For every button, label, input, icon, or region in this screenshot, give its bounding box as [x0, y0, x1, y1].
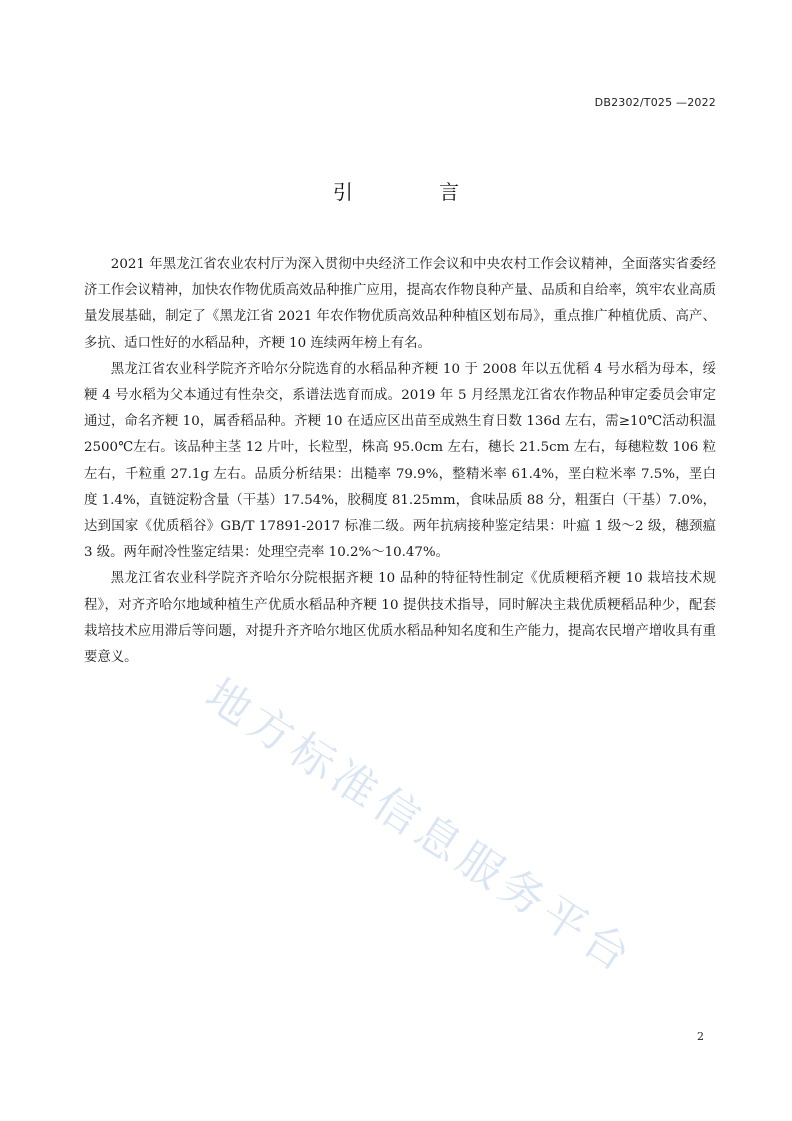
document-body — [84, 252, 716, 671]
document-code: DB2302/T025 —2022 — [594, 96, 716, 109]
paragraph-2: 黑龙江省农业科学院齐齐哈尔分院选育的水稻品种齐粳 10 于 2008 年以五优稻 4 号水稻为母本，绥粳 4 号水稻为父本通过有性杂交，系谱法选育而成。2019 年 5 月经黑龙江省农作物品种审定委员会审定通过，命名齐粳 10，属香稻品种。齐粳 10 在适应区出苗至成熟生育日数 136d 左右，需≥10℃活动积温 2500℃左右。该品种主茎 12 片叶，长粒型，株高 95.0cm 左右，穗长 21.5cm 左右，每穗粒数 106 粒左右，千粒重 27.1g 左右。品质分析结果：出糙率 79.9%，整精米率 61.4%，垩白粒米率 7.5%，垩白度 1.4%，直链淀粉含量（干基）17.54%，胶稠度 81.25mm，食味品质 88 分，粗蛋白（干基）7.0%，达到国家《优质稻谷》GB/T 17891-2017 标准二级。两年抗病接种鉴定结果：叶瘟 1 级～2 级，穗颈瘟 3 级。两年耐冷性鉴定结果：处理空壳率 10.2%～10.47%。 — [84, 361, 716, 561]
watermark: 地方标准信息服务平台 — [196, 669, 644, 985]
paragraph-3: 黑龙江省农业科学院齐齐哈尔分院根据齐粳 10 品种的特征特性制定《优质粳稻齐粳 10 栽培技术规程》，对齐齐哈尔地域种植生产优质水稻品种齐粳 10 提供技术指导，同时解决主栽优质粳稻品种少，配套栽培技术应用滞后等问题，对提升齐齐哈尔地区优质水稻品种知名度和生产能力，提高农民增产增收具有重要意义。 — [84, 571, 716, 666]
paragraph-1: 2021 年黑龙江省农业农村厅为深入贯彻中央经济工作会议和中央农村工作会议精神，全面落实省委经济工作会议精神，加快农作物优质高效品种推广应用，提高农作物良种产量、品质和自给率，筑牢农业高质量发展基础，制定了《黑龙江省 2021 年农作物优质高效品种种植区划布局》，重点推广种植优质、高产、多抗、适口性好的水稻品种，齐粳 10 连续两年榜上有名。 — [84, 257, 716, 351]
page-title: 引 言 — [332, 180, 500, 204]
page-number: 2 — [697, 1030, 704, 1043]
